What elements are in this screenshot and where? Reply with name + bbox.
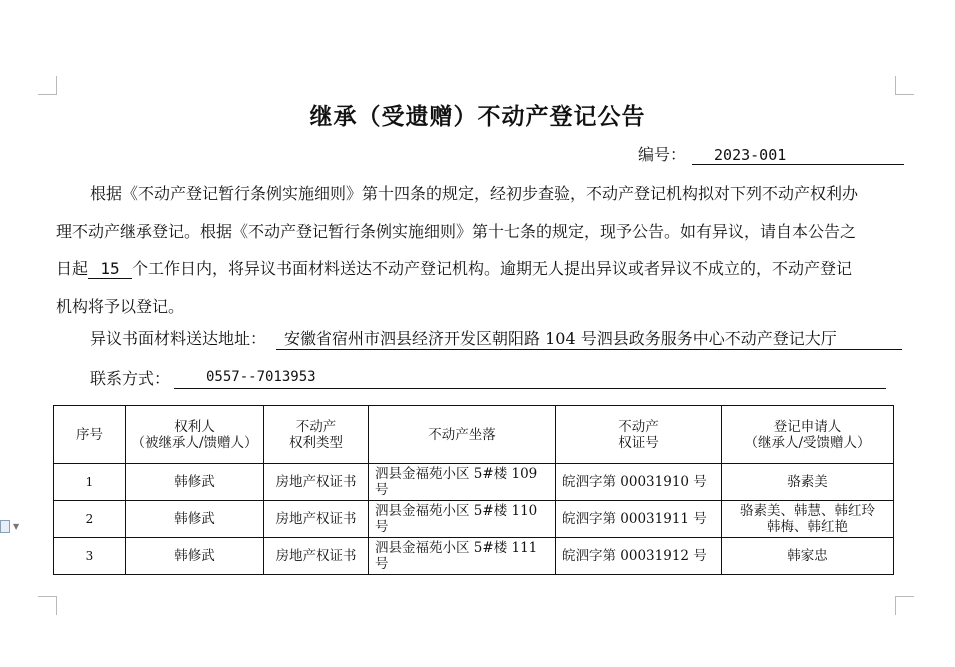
cell-right-type: 房地产权证书 <box>264 501 369 538</box>
objection-address <box>90 326 837 349</box>
address-label: 异议书面材料送达地址： <box>90 329 267 348</box>
registration-table <box>53 405 894 575</box>
cell-index: 2 <box>54 501 126 538</box>
cell-cert-no: 皖泗字第 00031910 号 <box>556 464 722 501</box>
page-title: 继承（受遗赠）不动产登记公告 <box>309 104 646 130</box>
cell-cert-no: 皖泗字第 00031911 号 <box>556 501 722 538</box>
contact-info <box>90 366 316 389</box>
objection-days: 15 <box>88 260 132 279</box>
cell-holder: 韩修武 <box>126 464 264 501</box>
page-corner-mark-top-right <box>895 76 914 95</box>
contact-label: 联系方式： <box>90 369 171 388</box>
table-header-row <box>54 406 894 464</box>
paragraph-line-3-after: 个工作日内，将异议书面材料送达不动产登记机构。逾期无人提出异议或者异议不成立的，不动产登记 <box>132 259 853 278</box>
table-row <box>54 538 894 575</box>
cell-right-type: 房地产权证书 <box>264 538 369 575</box>
document-number-value: 2023-001 <box>692 146 904 165</box>
announcement-paragraph <box>56 175 894 325</box>
document-side-icon[interactable] <box>0 519 22 533</box>
cell-location: 泗县金福苑小区 5#楼 111 号 <box>369 538 556 575</box>
cell-location: 泗县金福苑小区 5#楼 109 号 <box>369 464 556 501</box>
header-applicant: 登记申请人 （继承人/受馈赠人） <box>722 406 894 464</box>
cell-cert-no: 皖泗字第 00031912 号 <box>556 538 722 575</box>
cell-applicant: 骆素美 <box>722 464 894 501</box>
page-corner-mark-bottom-left <box>38 596 57 615</box>
cell-applicant: 骆素美、韩慧、韩红玲 韩梅、韩红艳 <box>722 501 894 538</box>
chevron-down-icon: ▼ <box>13 522 20 531</box>
address-value: 安徽省宿州市泗县经济开发区朝阳路 104 号泗县政务服务中心不动产登记大厅 <box>276 326 902 350</box>
paragraph-line-2: 理不动产继承登记。根据《不动产登记暂行条例实施细则》第十七条的规定，现予公告。如有异议，请自本公告之 <box>56 221 857 241</box>
document-icon <box>0 520 10 533</box>
cell-index: 3 <box>54 538 126 575</box>
cell-location: 泗县金福苑小区 5#楼 110 号 <box>369 501 556 538</box>
document-number <box>638 142 904 165</box>
contact-value: 0557--7013953 <box>174 366 886 389</box>
cell-right-type: 房地产权证书 <box>264 464 369 501</box>
header-location: 不动产坐落 <box>369 406 556 464</box>
cell-holder: 韩修武 <box>126 501 264 538</box>
table-row <box>54 501 894 538</box>
cell-holder: 韩修武 <box>126 538 264 575</box>
header-index: 序号 <box>54 406 126 464</box>
document-number-label: 编号： <box>638 145 687 164</box>
page-corner-mark-top-left <box>38 76 57 95</box>
paragraph-line-4: 机构将予以登记。 <box>56 296 185 316</box>
page-corner-mark-bottom-right <box>895 596 914 615</box>
paragraph-line-1: 根据《不动产登记暂行条例实施细则》第十四条的规定，经初步查验，不动产登记机构拟对下列不动产权利办 <box>90 184 859 203</box>
paragraph-line-3-before: 日起 <box>56 259 89 278</box>
table-row <box>54 464 894 501</box>
header-right-type: 不动产 权利类型 <box>264 406 369 464</box>
cell-applicant: 韩家忠 <box>722 538 894 575</box>
header-cert-no: 不动产 权证号 <box>556 406 722 464</box>
cell-index: 1 <box>54 464 126 501</box>
header-holder: 权利人 （被继承人/馈赠人） <box>126 406 264 464</box>
paragraph-line-3 <box>56 250 894 288</box>
